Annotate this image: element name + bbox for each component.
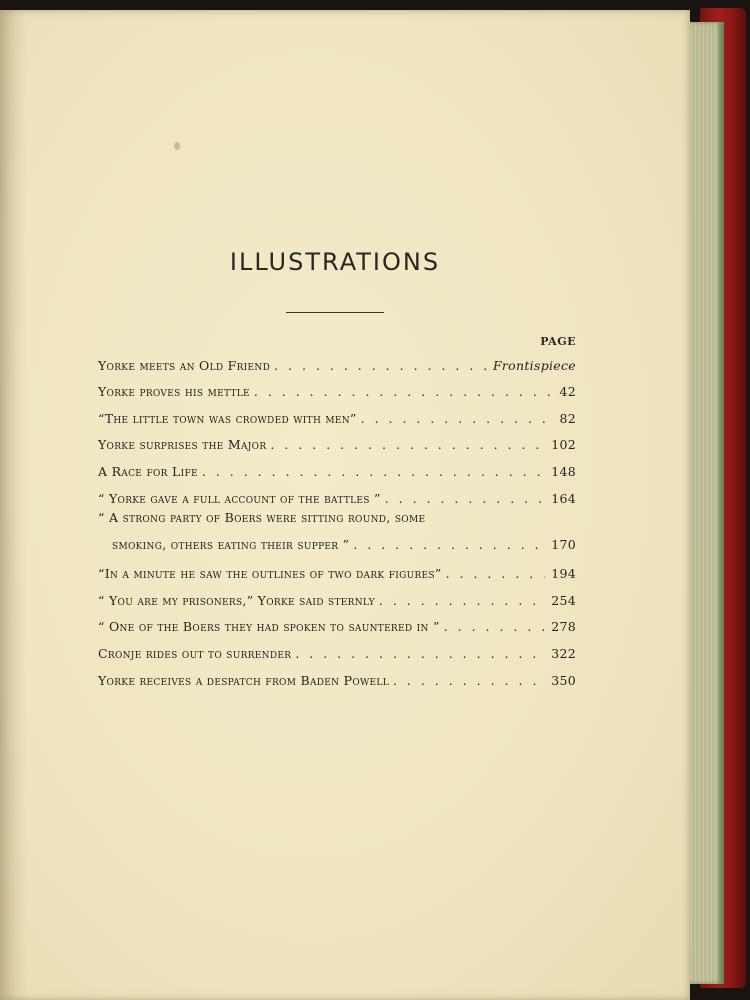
entry-title-line-2-row bbox=[98, 530, 576, 552]
entry-page: 194 bbox=[551, 566, 576, 582]
illustrations-list bbox=[98, 346, 576, 688]
page-title: ILLUSTRATIONS bbox=[229, 248, 441, 276]
entry-page: 170 bbox=[551, 536, 576, 552]
leader-dots bbox=[381, 491, 546, 506]
entry-title: A Race for Life bbox=[98, 463, 198, 479]
list-item bbox=[98, 452, 576, 479]
entry-page: 350 bbox=[551, 672, 576, 688]
entry-title-line-2: smoking, others eating their supper ” bbox=[112, 536, 350, 552]
entry-page: Frontispiece bbox=[492, 357, 576, 373]
list-item bbox=[98, 555, 576, 582]
leader-dots bbox=[198, 464, 545, 479]
leader-dots bbox=[266, 437, 545, 452]
entry-title: Yorke meets an Old Friend bbox=[98, 357, 271, 373]
list-item bbox=[98, 608, 576, 635]
leader-dots bbox=[250, 384, 554, 399]
leader-dots bbox=[440, 619, 546, 634]
entry-title: Cronje rides out to surrender bbox=[98, 645, 292, 661]
entry-title: “The little town was crowded with men” bbox=[98, 410, 357, 426]
entry-title-line-1: “ A strong party of Boers were sitting round, some bbox=[98, 509, 426, 525]
list-item bbox=[98, 479, 576, 506]
entry-title: “In a minute he saw the outlines of two dark figures” bbox=[98, 566, 442, 582]
entry-page: 148 bbox=[551, 463, 576, 479]
entry-page: 322 bbox=[551, 645, 576, 661]
entry-title: Yorke receives a despatch from Baden Powell bbox=[98, 672, 389, 688]
entry-page: 42 bbox=[559, 384, 576, 400]
entry-page: 278 bbox=[551, 619, 576, 635]
entry-title: “ One of the Boers they had spoken to sauntered in ” bbox=[98, 619, 440, 635]
list-item bbox=[98, 346, 576, 373]
list-item bbox=[98, 661, 576, 688]
leader-dots bbox=[442, 566, 546, 581]
leader-dots bbox=[349, 537, 545, 552]
entry-title: Yorke surprises the Major bbox=[98, 437, 267, 453]
list-item bbox=[98, 506, 576, 555]
list-item bbox=[98, 634, 576, 661]
entry-title: Yorke proves his mettle bbox=[98, 384, 250, 400]
entry-title: “ Yorke gave a full account of the battles ” bbox=[98, 490, 381, 506]
title-divider bbox=[286, 312, 384, 313]
leader-dots bbox=[389, 673, 545, 688]
paper-speck bbox=[174, 142, 180, 150]
entry-page: 102 bbox=[551, 437, 576, 453]
leader-dots bbox=[291, 646, 545, 661]
leader-dots bbox=[357, 411, 554, 426]
entry-page: 164 bbox=[551, 490, 576, 506]
entry-page: 254 bbox=[551, 592, 576, 608]
list-item bbox=[98, 426, 576, 453]
page-edges bbox=[686, 22, 724, 984]
entry-title: “ You are my prisoners,” Yorke said sternly bbox=[98, 592, 375, 608]
leader-dots bbox=[375, 593, 545, 608]
entry-page: 82 bbox=[559, 410, 576, 426]
leader-dots bbox=[270, 358, 487, 373]
list-item bbox=[98, 373, 576, 400]
list-item bbox=[98, 399, 576, 426]
list-item bbox=[98, 581, 576, 608]
page-column-label: PAGE bbox=[540, 335, 576, 348]
